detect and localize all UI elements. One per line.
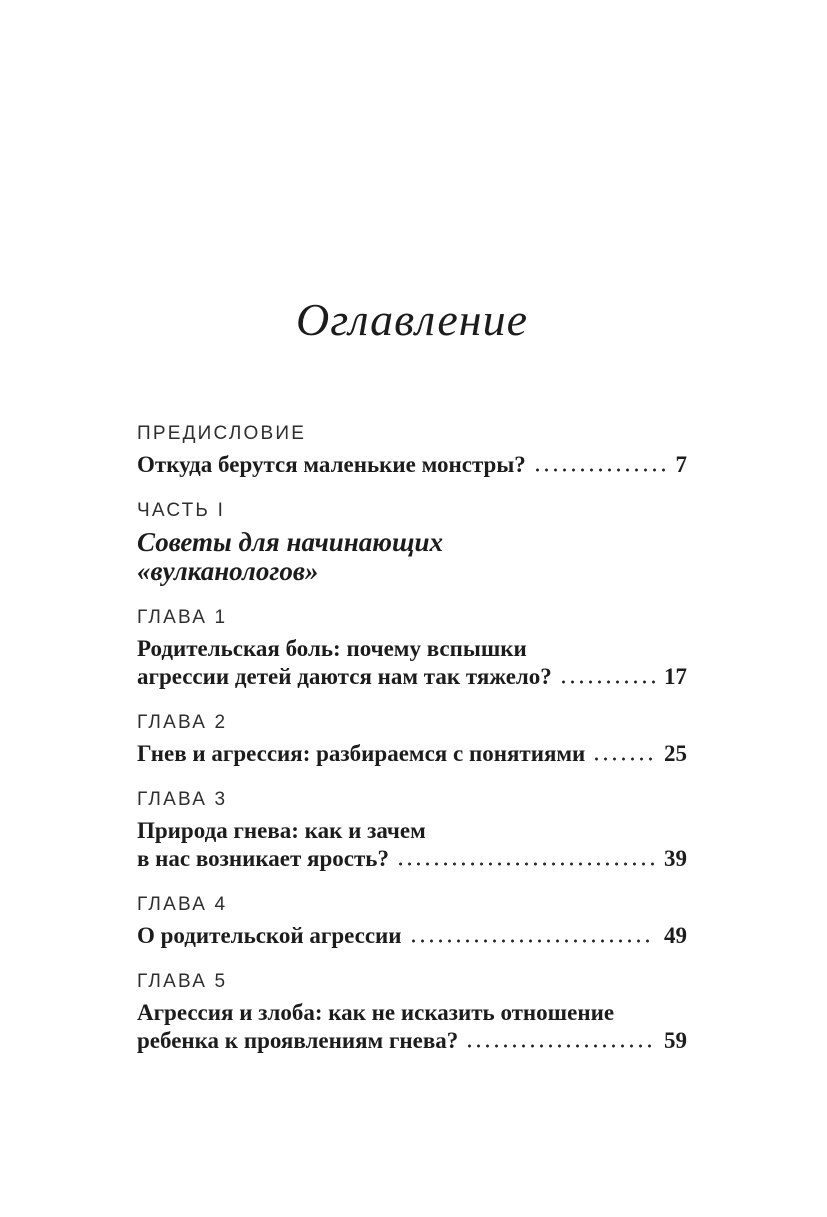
toc-entry-last-line (137, 451, 687, 479)
page-number: 25 (664, 740, 687, 766)
toc-entry-title (137, 635, 687, 691)
page-number: 7 (675, 451, 687, 477)
book-toc-page (137, 0, 687, 1055)
dot-leader (409, 939, 655, 943)
toc-entry-title-line: Природа гнева: как и зачем (137, 817, 426, 843)
page-number: 49 (664, 922, 687, 948)
toc-chapter-entry (137, 788, 687, 873)
toc-chapter-entry (137, 970, 687, 1055)
page-number: 39 (664, 845, 687, 871)
toc-entry-title-line: Агрессия и злоба: как не исказить отношение (137, 999, 615, 1025)
toc-entry-last-line (137, 845, 687, 873)
toc-chapter-entry (137, 422, 687, 479)
toc-entry-last-line (137, 663, 687, 691)
dot-leader (465, 1044, 655, 1048)
dot-leader (592, 757, 655, 761)
dot-leader (559, 680, 655, 684)
toc-entry-title (137, 740, 687, 768)
toc-entry-title-line: О родительской агрессии (137, 922, 402, 948)
toc-entry-title-line: Советы для начинающих (137, 526, 443, 557)
toc-entries (137, 422, 687, 1055)
dot-leader (533, 468, 667, 472)
toc-entry-title (137, 999, 687, 1055)
dot-leader (396, 862, 655, 866)
toc-entry-title (137, 922, 687, 950)
page-number: 17 (664, 663, 687, 689)
toc-entry-label: ГЛАВА 1 (137, 606, 228, 628)
toc-entry-last-line (137, 740, 687, 768)
toc-part-entry (137, 499, 687, 586)
toc-entry-title (137, 451, 687, 479)
toc-entry-title-line: «вулканологов» (137, 555, 319, 586)
toc-chapter-entry (137, 711, 687, 768)
toc-entry-last-line (137, 1027, 687, 1055)
toc-entry-title-line: Гнев и агрессия: разбираемся с понятиями (137, 740, 586, 766)
toc-entry-label: ГЛАВА 5 (137, 970, 228, 992)
toc-entry-last-line (137, 922, 687, 950)
toc-entry-title-line: ребенка к проявлениям гнева? (137, 1027, 459, 1053)
toc-entry-title (137, 817, 687, 873)
toc-entry-title-line: агрессии детей даются нам так тяжело? (137, 663, 552, 689)
toc-entry-label: ПРЕДИСЛОВИЕ (137, 422, 307, 444)
toc-entry-label: ГЛАВА 3 (137, 788, 228, 810)
toc-entry-title (137, 528, 687, 586)
toc-entry-label: ЧАСТЬ I (137, 499, 226, 521)
toc-entry-title-line: Родительская боль: почему вспышки (137, 635, 527, 661)
page-number: 59 (664, 1027, 687, 1053)
toc-entry-label: ГЛАВА 2 (137, 711, 228, 733)
toc-chapter-entry (137, 606, 687, 691)
toc-entry-title-line: Откуда берутся маленькие монстры? (137, 451, 526, 477)
page-title: Оглавление (295, 294, 528, 345)
toc-chapter-entry (137, 893, 687, 950)
toc-entry-label: ГЛАВА 4 (137, 893, 228, 915)
toc-entry-title-line: в нас возникает ярость? (137, 845, 389, 871)
